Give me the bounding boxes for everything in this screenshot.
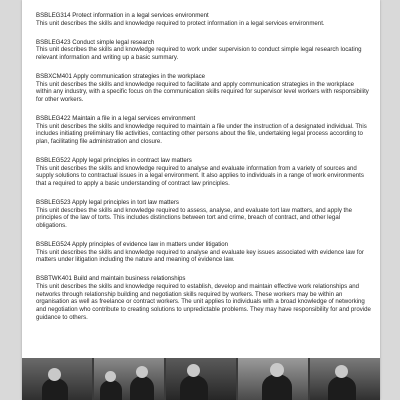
- person-silhouette: [130, 376, 154, 400]
- unit-entry: [36, 241, 371, 264]
- unit-entry: [36, 73, 371, 104]
- person-silhouette: [42, 378, 68, 400]
- unit-title: BSBTWK401 Build and maintain business relationships: [36, 275, 186, 283]
- unit-entry: [36, 115, 371, 146]
- photo-strip: [22, 358, 380, 400]
- person-silhouette: [328, 376, 356, 400]
- unit-title: BSBLEG422 Maintain a file in a legal services environment: [36, 114, 196, 122]
- unit-description: This unit describes the skills and knowledge required to analyse and evaluate key issues associated with evidence law for matters under litigation including the nature and meaning of evidence law.: [36, 248, 364, 264]
- unit-entry: [36, 275, 371, 321]
- person-head: [335, 365, 348, 378]
- person-head: [136, 366, 148, 378]
- unit-entry: [36, 157, 371, 188]
- unit-description: This unit describes the skills and knowledge required to maintain a file under the instruction of a designated individual. This includes initiating preliminary file activities, contacting other persons about the file, undertaking legal process according to plan, facilitating file administration and closure.: [36, 122, 367, 145]
- person-silhouette: [262, 374, 292, 400]
- unit-title: BSBLEG314 Protect information in a legal services environment: [36, 12, 209, 19]
- unit-description: This unit describes the skills and knowledge required to facilitate and apply communication strategies in the workplace within any industry, with a specific focus on the communication skills required for supervisor level workers with responsibility for other workers.: [36, 80, 369, 103]
- unit-entry: [36, 12, 371, 27]
- people-photo: [238, 358, 308, 400]
- people-photo: [166, 358, 236, 400]
- people-photo: [94, 358, 164, 400]
- unit-description: This unit describes the skills and knowledge required to protect information in a legal services environment.: [36, 19, 325, 27]
- person-silhouette: [180, 375, 208, 400]
- person-silhouette: [100, 380, 122, 400]
- unit-title: BSBLEG523 Apply legal principles in tort law matters: [36, 198, 179, 206]
- unit-entry: [36, 199, 371, 230]
- person-head: [105, 371, 116, 382]
- person-head: [270, 363, 284, 377]
- unit-title: BSBLEG524 Apply principles of evidence law in matters under litigation: [36, 240, 229, 248]
- unit-description: This unit describes the skills and knowledge required to work under supervision to conduct simple legal research locating relevant information and writing up a basic summary.: [36, 46, 362, 61]
- unit-title: BSBLEG423 Conduct simple legal research: [36, 38, 155, 46]
- unit-title: BSBXCM401 Apply communication strategies in the workplace: [36, 72, 206, 80]
- document-page: [22, 0, 380, 400]
- person-head: [187, 364, 200, 377]
- unit-description: This unit describes the skills and knowledge required to establish, develop and maintain effective work relationships and networks through relationship building and negotiation skills required by workers. These workers may be within an organisation as well as freelance or contract workers. The unit applies to individuals with a broad knowledge of networking and negotiation who contribute to creating solutions to unpredictable problems. They may have responsibility for and provide guidance to others.: [36, 282, 371, 321]
- people-photo: [310, 358, 380, 400]
- unit-description: This unit describes the skills and knowledge required to analyse and evaluate information from a variety of sources and supply solutions to contractual issues in a legal environment. It also applies to individuals in a range of work environments that a required to apply a basic understanding of contract law principles.: [36, 164, 364, 187]
- unit-title: BSBLEG522 Apply legal principles in contract law matters: [36, 156, 192, 164]
- unit-list: [36, 12, 371, 333]
- person-head: [48, 368, 61, 381]
- unit-description: This unit describes the skills and knowledge required to assess, analyse, and evaluate tort law matters, and apply the principles of the law of torts. This includes distinctions between tort and crime, breach of contract, and other legal obligations.: [36, 206, 353, 229]
- people-photo: [22, 358, 92, 400]
- unit-entry: [36, 39, 371, 62]
